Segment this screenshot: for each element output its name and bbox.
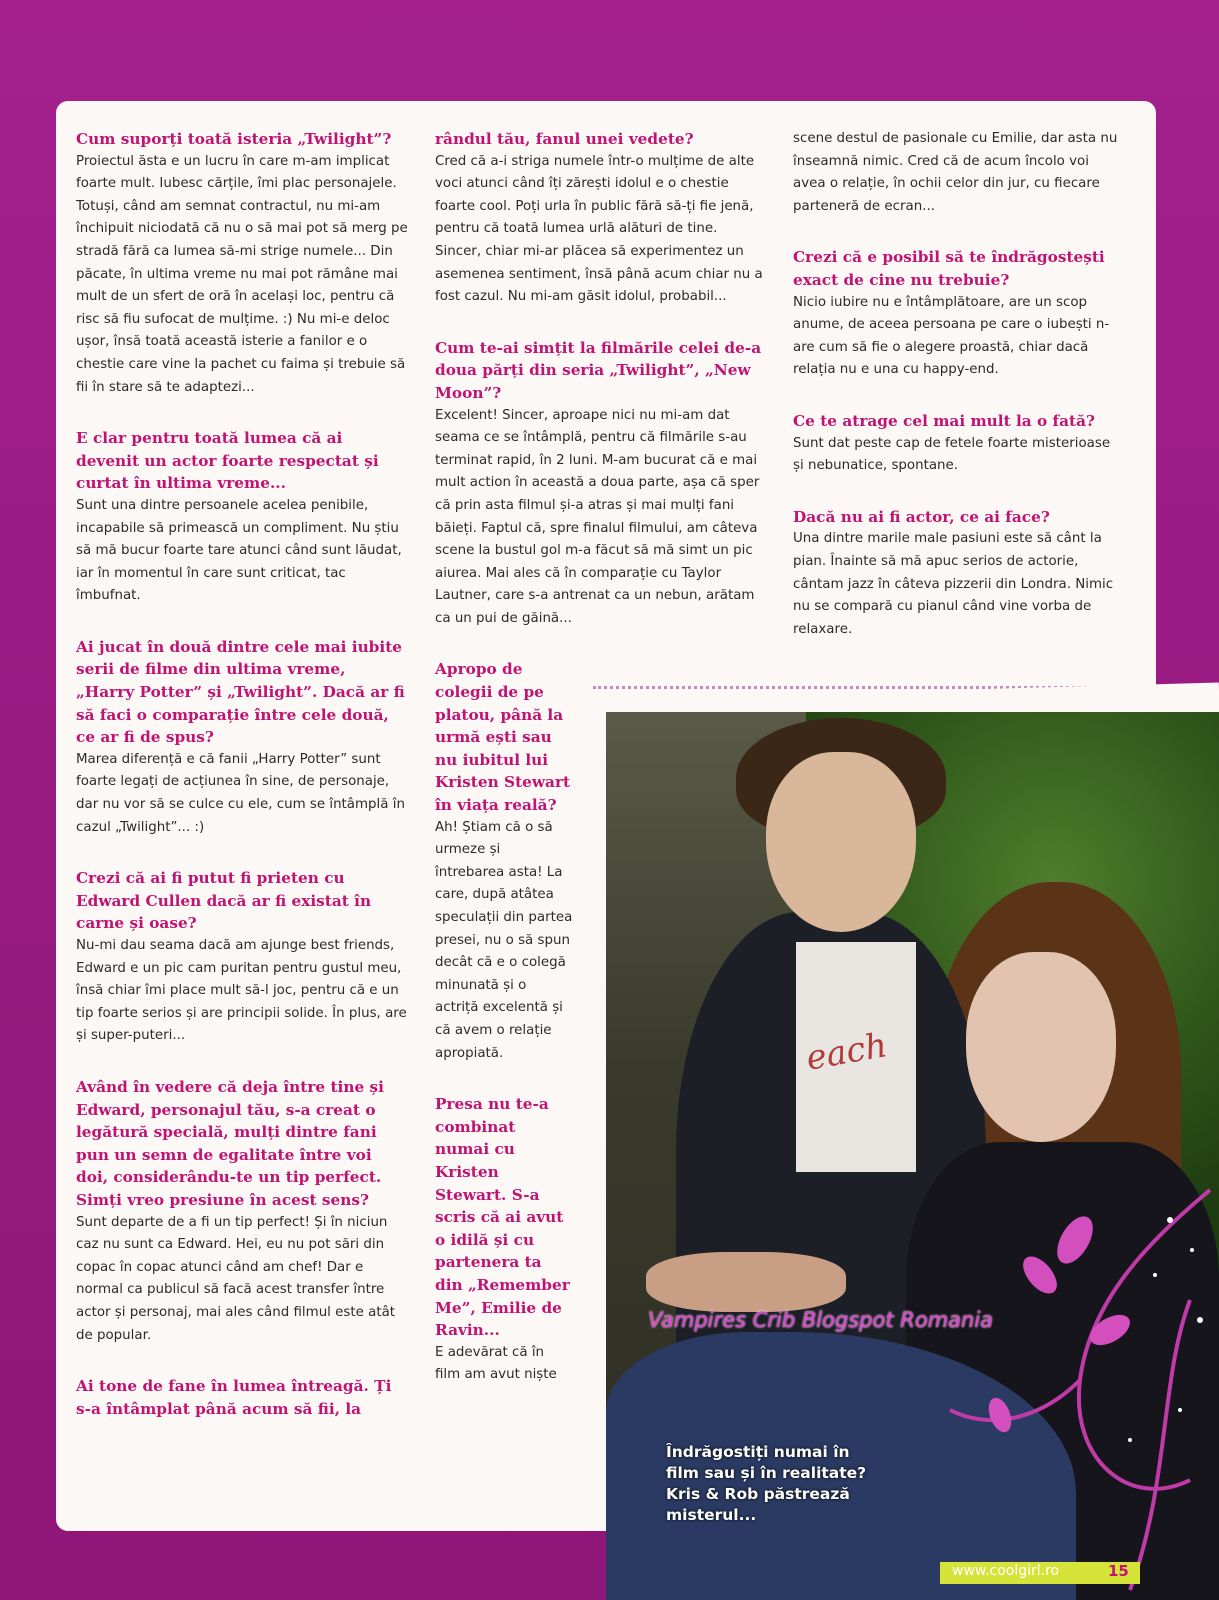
qa-block <box>793 410 1123 478</box>
question-heading: Ce te atrage cel mai mult la o fată? <box>793 411 1095 430</box>
qa-block <box>793 506 1123 642</box>
qa-block <box>793 128 1123 218</box>
qa-block <box>76 1375 408 1420</box>
answer-text: Proiectul ăsta e un lucru în care m-am implicat foarte mult. Iubesc cărțile, îmi plac personajele. Totuși, când am semnat contractul, nu mi-am închipuit niciodată că nu o să mai pot să merg pe stradă fără ca lumea să-mi strige numele... Din păcate, în ultima vreme nu mai pot rămâne mai mult de un sfert de oră în același loc, pentru că risc să fiu sufocat de mulțime. :) Nu mi-e deloc ușor, însă toată această isterie a fanilor e o chestie care vine la pachet cu faima și trebuie să fii în stare să te adaptezi... <box>76 153 408 395</box>
answer-text: Sunt una dintre persoanele acelea penibile, incapabile să primească un compliment. Nu știu să mă bucur foarte tare atunci când sunt lăudat, iar în momentul în care sunt criticat, tac îmbufnat. <box>76 497 402 604</box>
question-heading: Ai tone de fane în lumea întreagă. Ți s-a întâmplat până acum să fii, la <box>76 1377 392 1418</box>
hand <box>646 1252 846 1312</box>
woman-face <box>966 952 1116 1142</box>
answer-text: Cred că a-i striga numele într-o mulțime de alte voci atunci când îți zărești idolul e o chestie foarte cool. Poți urla în public fără să-ți fie jenă, pentru că toată lumea urlă alături de tine. Sincer, chiar mi-ar plăcea să experimentez un asemenea sentiment, însă până acum chiar nu a fost cazul. Nu mi-am găsit idolul, probabil... <box>435 153 763 305</box>
question-heading: Dacă nu ai fi actor, ce ai face? <box>793 507 1050 526</box>
answer-text: Sunt dat peste cap de fetele foarte misterioase și nebunatice, spontane. <box>793 435 1111 474</box>
footer-url: www.coolgirl.ro <box>952 1563 1060 1579</box>
answer-text: Marea diferență e că fanii „Harry Potter” sunt foarte legați de acțiunea în sine, de personaje, dar nu vor să se culce cu ele, cum se întâmplă în cazul „Twilight”... :) <box>76 751 405 835</box>
qa-block <box>435 337 765 631</box>
qa-block <box>76 1076 408 1347</box>
qa-block <box>435 128 765 309</box>
question-heading: Crezi că ai fi putut fi prieten cu Edward Cullen dacă ar fi existat în carne și oase? <box>76 869 372 933</box>
article-column-1 <box>76 128 408 1448</box>
qa-block <box>76 867 408 1048</box>
question-heading: E clar pentru toată lumea că ai devenit un actor foarte respectat și curtat în ultima vreme... <box>76 429 379 493</box>
qa-block <box>76 427 408 608</box>
article-column-3 <box>793 128 1123 669</box>
question-heading: Cum suporți toată isteria „Twilight”? <box>76 130 392 148</box>
man-face <box>766 752 916 932</box>
question-heading: Apropo de colegii de pe platou, până la urmă ești sau nu iubitul lui Kristen Stewart în viața reală? <box>435 660 571 815</box>
question-heading: rândul tău, fanul unei vedete? <box>435 130 694 148</box>
question-heading: Presa nu te-a combinat numai cu Kristen Stewart. S-a scris că ai avut o idilă și cu partenera ta din „Remember Me”, Emilie de Ravin... <box>435 1095 570 1340</box>
shirt-print: each <box>803 1025 891 1079</box>
watermark-text: Vampires Crib Blogspot Romania <box>648 1308 994 1332</box>
page-number: 15 <box>1108 1562 1129 1580</box>
question-heading: Având în vedere că deja între tine și Edward, personajul tău, s-a creat o legătură specială, mulți dintre fani pun un semn de egalitate între voi doi, considerându-te un tip perfect. Simți vreo presiune în acest sens? <box>76 1077 384 1209</box>
answer-text: Sunt departe de a fi un tip perfect! Și în niciun caz nu sunt ca Edward. Hei, eu nu pot sări din copac în copac atunci când am chef! Dar e normal ca publicul să facă acest transfer între actor și personaj, mai ales când filmul este atât de popular. <box>76 1214 396 1343</box>
question-heading: Crezi că e posibil să te îndrăgostești exact de cine nu trebuie? <box>793 248 1105 289</box>
qa-block <box>76 636 408 839</box>
answer-text: Una dintre marile male pasiuni este să cânt la pian. Înainte să mă apuc serios de actorie, cântam jazz în câteva pizzerii din Londra. Nimic nu se compară cu pianul când vine vorba de relaxare. <box>793 531 1114 637</box>
qa-block <box>793 246 1123 382</box>
answer-text: Ah! Știam că o să urmeze și întrebarea asta! La care, după atâtea speculații din partea presei, nu o să spun decât că e o colegă minunată și o actriță excelentă și că avem o relație apropiată. <box>435 819 573 1061</box>
photo-caption: Îndrăgostiți numai în film sau și în realitate? Kris & Rob păstrează misterul... <box>666 1443 867 1524</box>
question-heading: Cum te-ai simțit la filmările celei de-a doua părți din seria „Twilight”, „New Moon”? <box>435 338 762 402</box>
answer-text: Excelent! Sincer, aproape nici nu mi-am dat seama ce se întâmplă, pentru că filmările s-au terminat rapid, în 2 luni. M-am bucurat că e mai mult action în această a doua parte, așa că sper că prin asta filmul și-a atras și mai mulți fani băieți. Faptul că, spre finalul filmului, am câteva scene la bustul gol m-a făcut să mă simt un pic aiurea. Mai ales că în comparație cu Taylor Lautner, care s-a antrenat ca un nebun, arătam ca un pui de găină... <box>435 407 760 626</box>
question-heading: Ai jucat în două dintre cele mai iubite serii de filme din ultima vreme, „Harry Potter” și „Twilight”. Dacă ar fi să faci o comparație între cele două, ce ar fi de spus? <box>76 637 405 747</box>
answer-text: scene destul de pasionale cu Emilie, dar asta nu înseamnă nimic. Cred că de acum încolo voi avea o relație, în ochii celor din jur, cu fiecare parteneră de ecran... <box>793 131 1118 214</box>
answer-text: E adevărat că în film am avut niște <box>435 1344 557 1383</box>
floral-swirl-decoration <box>930 1180 1219 1600</box>
answer-text: Nicio iubire nu e întâmplătoare, are un scop anume, de aceea persoana pe care o iubești n-are cum să fie o alegere proastă, chiar dacă relația nu e una cu happy-end. <box>793 294 1110 378</box>
answer-text: Nu-mi dau seama dacă am ajunge best friends, Edward e un pic cam puritan pentru gustul meu, însă chiar îmi place mult să-l joc, pentru că e un tip foarte serios și are principii solide. În plus, are și super-puteri... <box>76 938 407 1044</box>
qa-block <box>76 128 408 399</box>
